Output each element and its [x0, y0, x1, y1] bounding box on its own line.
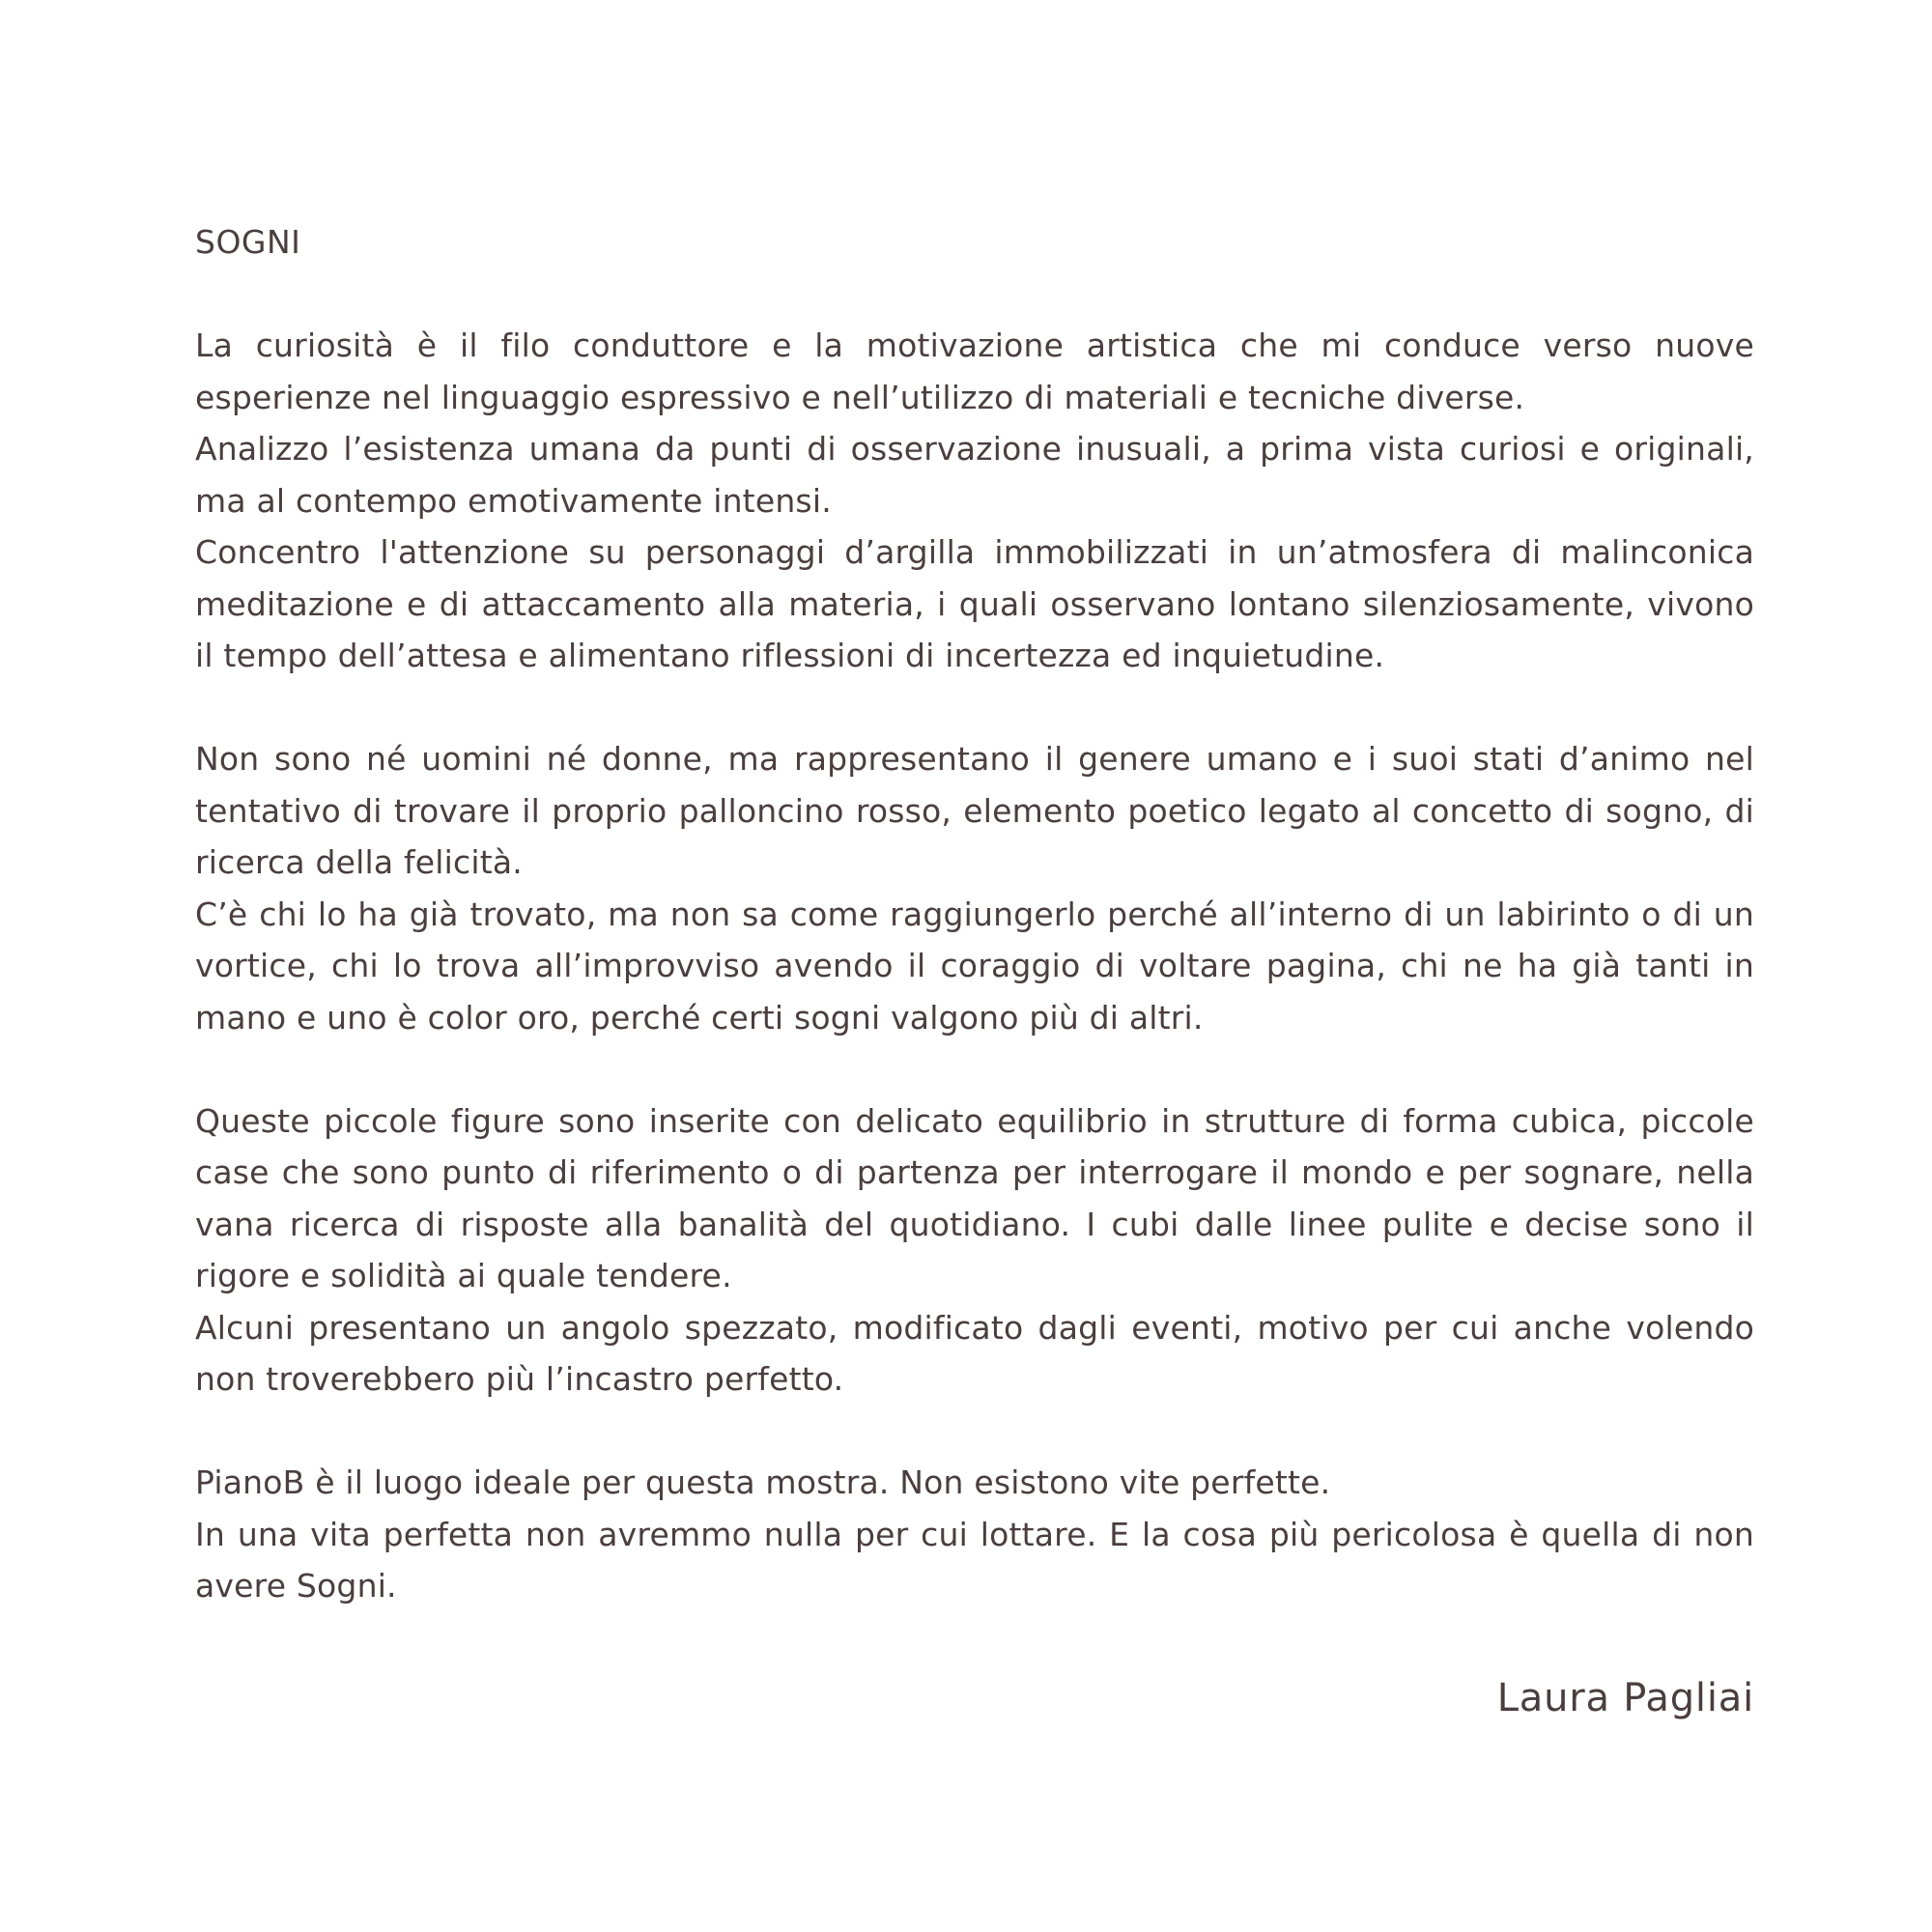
- paragraph-pianob: PianoB è il luogo ideale per questa mostra. Non esistono vite perfette.: [195, 1463, 1331, 1501]
- document-title: SOGNI: [195, 223, 301, 261]
- paragraph-human-existence: Analizzo l’esistenza umana da punti di osservazione inusuali, a prima vista curiosi e originali, ma al contempo emotivamente intensi.: [195, 430, 1754, 520]
- paragraph-cubic-houses: Queste piccole figure sono inserite con delicato equilibrio in strutture di forma cubica, piccole case che sono punto di riferimento o di partenza per interrogare il mondo e per sognare, nella vana ricerca di risposte alla banalità del quotidiano. I cubi dalle linee pulite e decise sono il rigore e solidità ai quale tendere.: [195, 1101, 1754, 1294]
- paragraph-perfect-life: In una vita perfetta non avremmo nulla per cui lottare. E la cosa più pericolosa è quella di non avere Sogni.: [195, 1515, 1754, 1605]
- paragraph-broken-corner: Alcuni presentano un angolo spezzato, modificato dagli eventi, motivo per cui anche volendo non troverebbero più l’incastro perfetto.: [195, 1308, 1754, 1398]
- section-1: [195, 320, 1754, 682]
- section-4: [195, 1457, 1754, 1612]
- paragraph-clay-figures: Concentro l'attenzione su personaggi d’argilla immobilizzati in un’atmosfera di malinconica meditazione e di attaccamento alla materia, i quali osservano lontano silenziosamente, vivono il tempo dell’attesa e alimentano riflessioni di incertezza ed inquietudine.: [195, 533, 1754, 674]
- paragraph-found-dreams: C’è chi lo ha già trovato, ma non sa come raggiungerlo perché all’interno di un labirinto o di un vortice, chi lo trova all’improvviso avendo il coraggio di voltare pagina, chi ne ha già tanti in mano e uno è color oro, perché certi sogni valgono più di altri.: [195, 895, 1754, 1037]
- document-body: [195, 216, 1754, 1612]
- paragraph-curiosity: La curiosità è il filo conduttore e la motivazione artistica che mi conduce verso nuove esperienze nel linguaggio espressivo e nell’utilizzo di materiali e tecniche diverse.: [195, 327, 1754, 416]
- section-3: [195, 1095, 1754, 1406]
- author-signature: Laura Pagliai: [1496, 1676, 1754, 1720]
- section-2: [195, 733, 1754, 1043]
- paragraph-red-balloon: Non sono né uomini né donne, ma rappresentano il genere umano e i suoi stati d’animo nel tentativo di trovare il proprio palloncino rosso, elemento poetico legato al concetto di sogno, di ricerca della felicità.: [195, 740, 1754, 881]
